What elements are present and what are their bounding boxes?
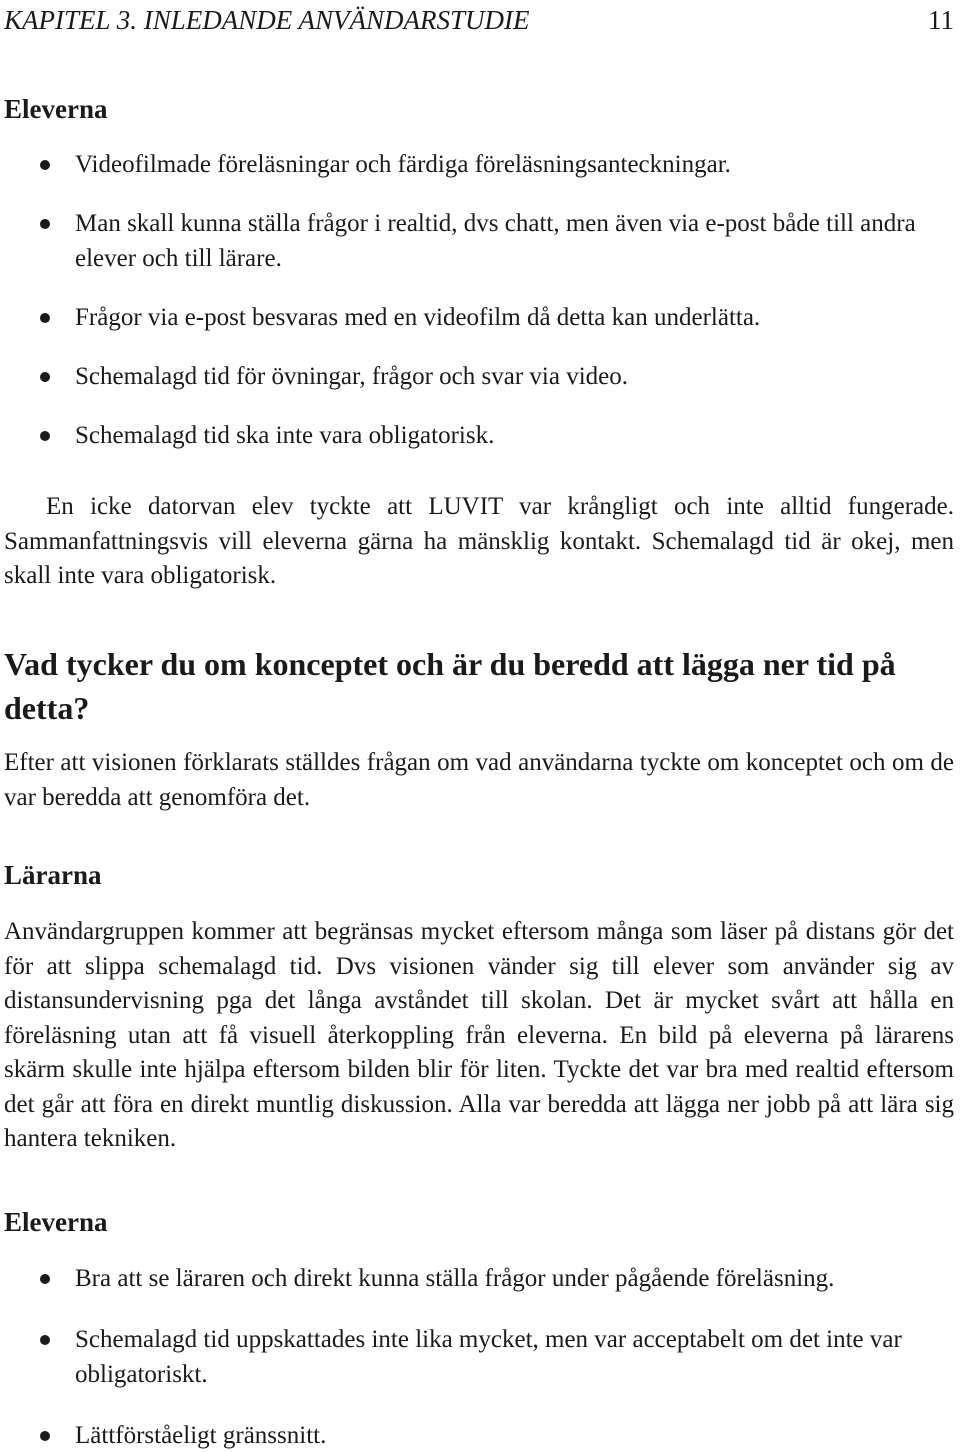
section-eleverna-1 [4,92,954,126]
list-item: Lättförståeligt gränssnitt. [4,1418,954,1453]
bullet-icon [40,431,50,441]
teachers-paragraph-block [4,915,954,1157]
bullet-icon [40,219,50,229]
list-item: Videofilmade föreläsningar och färdiga föreläsningsanteckningar. [4,147,954,182]
chapter-title: KAPITEL 3. INLEDANDE ANVÄNDARSTUDIE [4,5,530,35]
section-lararna [4,858,954,892]
bullet-list-2 [4,1261,954,1453]
running-header [4,3,954,37]
question-paragraph: Efter att visionen förklarats ställdes frågan om vad användarna tyckte om konceptet och om de var beredda att genomföra det. [4,749,954,811]
list-item: Man skall kunna ställa frågor i realtid, dvs chatt, men även via e-post både till andra elever och till lärare. [4,206,954,276]
list-item: Schemalagd tid uppskattades inte lika mycket, men var acceptabelt om det inte var obligatoriskt. [4,1322,954,1392]
question-section [4,642,954,730]
bullet-icon [40,1335,50,1345]
section-heading: Eleverna [4,94,108,124]
list-item: Schemalagd tid för övningar, frågor och svar via video. [4,359,954,394]
summary-paragraph-block [4,490,954,594]
summary-paragraph: En icke datorvan elev tyckte att LUVIT var krångligt och inte alltid fungerade. Sammanfattningsvis vill eleverna gärna ha mänsklig kontakt. Schemalagd tid är okej, men skall inte vara obligatorisk. [4,493,954,589]
bullet-icon [40,313,50,323]
section-heading: Eleverna [4,1207,108,1237]
list-item: Schemalagd tid ska inte vara obligatorisk. [4,418,954,453]
section-heading: Lärarna [4,860,102,890]
question-heading: Vad tycker du om konceptet och är du beredd att lägga ner tid på detta? [4,646,896,726]
bullet-icon [40,160,50,170]
bullet-list-1 [4,147,954,453]
teachers-paragraph: Användargruppen kommer att begränsas mycket eftersom många som läser på distans gör det för att slippa schemalagd tid. Dvs visionen vänder sig till elever som använder sig av distansundervisning pga det långa avståndet till skolan. Det är mycket svårt att hålla en föreläsning utan att få visuell återkoppling från eleverna. En bild på eleverna på lärarens skärm skulle inte hjälpa eftersom bilden blir för liten. Tyckte det var bra med realtid eftersom det går att föra en direkt muntlig diskussion. Alla var beredda att lägga ner jobb på att lära sig hantera tekniken. [4,918,954,1152]
section-eleverna-2 [4,1205,954,1239]
list-item: Bra att se läraren och direkt kunna ställa frågor under pågående föreläsning. [4,1261,954,1296]
list-item: Frågor via e-post besvaras med en videofilm då detta kan underlätta. [4,300,954,335]
question-paragraph-block [4,746,954,815]
bullet-icon [40,372,50,382]
page-number: 11 [928,5,954,35]
bullet-icon [40,1274,50,1284]
bullet-icon [40,1431,50,1441]
